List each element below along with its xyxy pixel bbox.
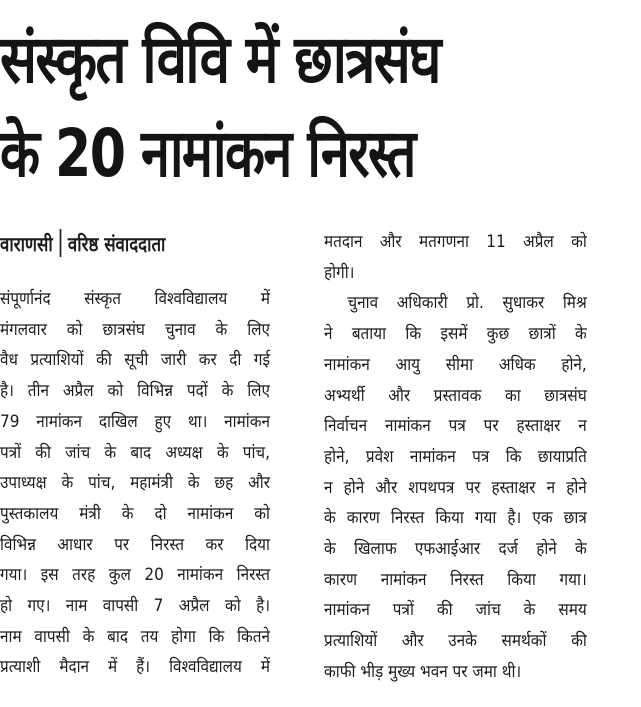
body-line: चुनाव अधिकारी प्रो. सुधाकर मिश्र bbox=[347, 293, 587, 314]
byline-location: वाराणसी bbox=[0, 231, 53, 256]
body-line: पत्रों की जांच के बाद अध्यक्ष के पांच, bbox=[0, 442, 270, 463]
body-line: पुस्तकालय मंत्री के दो नामांकन को bbox=[0, 503, 270, 524]
body-line: प्रत्याशियों और उनके समर्थकों की bbox=[324, 631, 587, 652]
body-line: के कारण निरस्त किया गया है। एक छात्र bbox=[324, 508, 587, 529]
body-line: विभिन्न आधार पर निरस्त कर दिया bbox=[0, 534, 270, 555]
body-line: उपाध्यक्ष के पांच, महामंत्री के छह और bbox=[0, 473, 270, 494]
body-line: गया। इस तरह कुल 20 नामांकन निरस्त bbox=[0, 565, 270, 586]
body-line: ने बताया कि इसमें कुछ छात्रों के bbox=[324, 324, 587, 345]
body-line: 79 नामांकन दाखिल हुए था। नामांकन bbox=[0, 411, 270, 432]
byline bbox=[0, 230, 165, 256]
body-line: कारण नामांकन निरस्त किया गया। bbox=[324, 569, 587, 590]
body-line: प्रत्याशी मैदान में हैं। विश्वविद्यालय में bbox=[0, 657, 270, 678]
body-line: संपूर्णानंद संस्कृत विश्वविद्यालय में bbox=[0, 289, 270, 309]
body-line: निर्वाचन नामांकन पत्र पर हस्ताक्षर न bbox=[324, 416, 587, 437]
body-line: के खिलाफ एफआईआर दर्ज होने के bbox=[324, 539, 587, 560]
body-line: वैध प्रत्याशियों की सूची जारी कर दी गई bbox=[0, 350, 270, 371]
body-line: है। तीन अप्रैल को विभिन्न पदों के लिए bbox=[0, 381, 270, 402]
body-line: होने, प्रवेश नामांकन पत्र कि छायाप्रति bbox=[324, 446, 587, 467]
body-line: नाम वापसी के बाद तय होगा कि कितने bbox=[0, 626, 270, 647]
byline-separator bbox=[59, 229, 61, 257]
body-line: काफी भीड़ मुख्य भवन पर जमा थी। bbox=[324, 661, 522, 682]
body-line: न होने और शपथपत्र पर हस्ताक्षर न होने bbox=[324, 477, 587, 498]
headline-line-2: के 20 नामांकन निरस्त bbox=[0, 115, 415, 192]
headline-line-1: संस्कृत विवि में छात्रसंघ bbox=[0, 21, 440, 98]
body-line: मतदान और मतगणना 11 अप्रैल को bbox=[324, 232, 587, 252]
body-line: अभ्यर्थी और प्रस्तावक का छात्रसंघ bbox=[324, 385, 587, 406]
body-line: मंगलवार को छात्रसंघ चुनाव के लिए bbox=[0, 319, 270, 340]
body-line: नामांकन आयु सीमा अधिक होने, bbox=[324, 354, 587, 375]
byline-reporter: वरिष्ठ संवाददाता bbox=[67, 231, 166, 256]
article-column-left bbox=[0, 284, 300, 683]
body-line: हो गए। नाम वापसी 7 अप्रैल को है। bbox=[0, 596, 270, 617]
article-column-right bbox=[324, 227, 616, 688]
body-line: होगी। bbox=[324, 262, 355, 283]
body-line: नामांकन पत्रों की जांच के समय bbox=[324, 600, 587, 621]
